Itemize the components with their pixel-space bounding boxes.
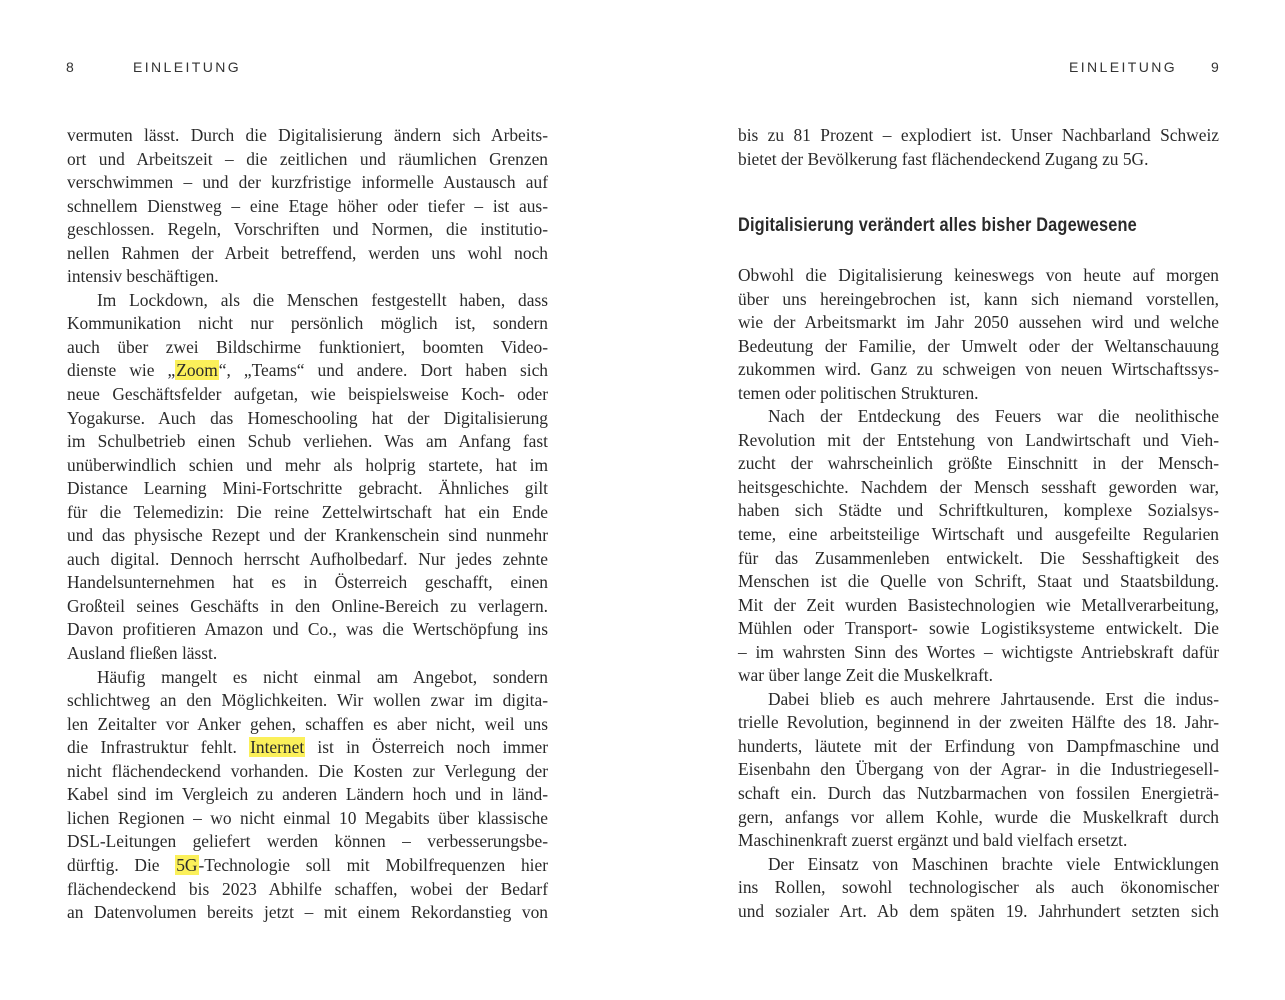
text-line: DSL-Leitungen geliefert werden können – verbesserungsbe- bbox=[67, 831, 548, 852]
highlighted-word: Internet bbox=[250, 737, 305, 758]
text-line: haben sich Städte und Schriftkulturen, komplexe Sozialsys- bbox=[738, 500, 1219, 521]
text-line: zukommen wird. Ganz zu schweigen von neuen Wirtschaftssys- bbox=[738, 359, 1219, 380]
text-line: Nach der Entdeckung des Feuers war die neolithische bbox=[768, 406, 1219, 427]
text-line: verschwimmen – und der kurzfristige informelle Austausch auf bbox=[67, 172, 548, 193]
text-line: und das physische Rezept und der Krankenschein sind nunmehr bbox=[67, 525, 548, 546]
page-number: 9 bbox=[1211, 59, 1222, 75]
text-line: wie der Arbeitsmarkt im Jahr 2050 aussehen wird und welche bbox=[738, 312, 1219, 333]
text-line: Mühlen oder Transport- sowie Logistiksysteme entwickelt. Die bbox=[738, 618, 1219, 639]
text-line: hunderts, läutete mit der Erfindung von Dampfmaschine und bbox=[738, 735, 1219, 756]
text-line: schlichtweg an den Möglichkeiten. Wir wollen zwar im digita- bbox=[67, 690, 548, 711]
text-line: und sozialer Art. Ab dem späten 19. Jahrhundert setzten sich bbox=[738, 900, 1219, 921]
running-head: EINLEITUNG bbox=[1069, 59, 1178, 75]
highlighted-word: Zoom bbox=[176, 360, 218, 381]
text-line: schnellem Dienstweg – eine Etage höher oder tiefer – ist aus- bbox=[67, 195, 548, 216]
page-number: 8 bbox=[66, 59, 77, 75]
text-line: die Infrastruktur fehlt. Internet ist in Österreich noch immer bbox=[67, 737, 548, 758]
text-line: neue Geschäftsfelder aufgetan, wie beispielsweise Koch- oder bbox=[67, 384, 548, 405]
body-text bbox=[738, 264, 1219, 923]
text-line: ins Rollen, sowohl technologischer als auch ökonomischer bbox=[738, 877, 1219, 898]
text-line: – im wahrsten Sinn des Wortes – wichtigste Antriebskraft dafür bbox=[738, 641, 1219, 662]
text-line: Revolution mit der Entstehung von Landwirtschaft und Vieh- bbox=[738, 429, 1219, 450]
text-line: Davon profitieren Amazon und Co., was die Wertschöpfung ins bbox=[67, 619, 548, 640]
section-heading: Digitalisierung verändert alles bisher Dagewesene bbox=[738, 215, 1137, 236]
text-line: dienste wie „Zoom“, „Teams“ und andere. Dort haben sich bbox=[67, 360, 548, 381]
text-line: Großteil seines Geschäfts in den Online-Bereich zu verlagern. bbox=[67, 595, 548, 616]
text-line: Maschinenkraft zuerst ergänzt und bald vielfach ersetzt. bbox=[738, 830, 1128, 851]
text-line: dürftig. Die 5G-Technologie soll mit Mobilfrequenzen hier bbox=[67, 854, 548, 875]
text-line: bis zu 81 Prozent – explodiert ist. Unser Nachbarland Schweiz bbox=[738, 125, 1219, 145]
text-line: Kommunikation nicht nur persönlich möglich ist, sondern bbox=[67, 313, 548, 334]
text-line: len Zeitalter vor Anker gehen, schaffen es aber nicht, weil uns bbox=[67, 713, 548, 734]
right-page bbox=[645, 0, 1285, 1000]
text-line: nicht flächendeckend vorhanden. Die Kosten zur Verlegung der bbox=[67, 760, 548, 781]
text-line: für das Zusammenleben entwickelt. Die Sesshaftigkeit des bbox=[738, 547, 1219, 568]
text-line: Distance Learning Mini-Fortschritte gebracht. Ähnliches gilt bbox=[67, 478, 548, 499]
text-line: Ausland fließen lässt. bbox=[67, 643, 218, 664]
text-line: unüberwindlich schien und mehr als holprig startete, hat im bbox=[67, 454, 548, 475]
text-line: Der Einsatz von Maschinen brachte viele Entwicklungen bbox=[768, 853, 1219, 874]
highlighted-word: 5G bbox=[176, 854, 198, 875]
text-line: über uns hereingebrochen ist, kann sich niemand vorstellen, bbox=[738, 288, 1219, 309]
text-line: Häufig mangelt es nicht einmal am Angebot, sondern bbox=[97, 666, 548, 687]
text-line: heitsgeschichte. Nachdem der Mensch sesshaft geworden war, bbox=[738, 476, 1219, 497]
text-line: lichen Regionen – wo nicht einmal 10 Megabits über klassische bbox=[67, 807, 548, 828]
text-line: auch digital. Dennoch herrscht Aufholbedarf. Nur jedes zehnte bbox=[67, 548, 548, 569]
text-line: intensiv beschäftigen. bbox=[67, 266, 219, 287]
text-line: für die Telemedizin: Die reine Zettelwirtschaft hat ein Ende bbox=[67, 501, 548, 522]
text-line: nellen Rahmen der Arbeit betreffend, werden uns wohl noch bbox=[67, 242, 548, 263]
text-line: zucht der wahrscheinlich größte Einschnitt in der Mensch- bbox=[738, 453, 1219, 474]
text-line: Kabel sind im Vergleich zu anderen Ländern hoch und in länd- bbox=[67, 784, 548, 805]
text-line: war über lange Zeit die Muskelkraft. bbox=[738, 665, 993, 686]
text-line: Yogakurse. Auch das Homeschooling hat der Digitalisierung bbox=[67, 407, 548, 428]
text-line: Menschen ist die Quelle von Schrift, Staat und Staatsbildung. bbox=[738, 571, 1219, 592]
text-line: Eisenbahn den Übergang von der Agrar- in die Industriegesell- bbox=[738, 759, 1219, 780]
text-line: teme, eine arbeitsteilige Wirtschaft und ausgefeilte Regularien bbox=[738, 524, 1219, 545]
text-line: im Schulbetrieb einen Schub verliehen. Was am Anfang fast bbox=[67, 431, 548, 452]
text-line: Obwohl die Digitalisierung keineswegs von heute auf morgen bbox=[738, 265, 1219, 285]
text-line: Im Lockdown, als die Menschen festgestellt haben, dass bbox=[97, 289, 548, 310]
text-line: Handelsunternehmen hat es in Österreich geschafft, einen bbox=[67, 572, 548, 593]
text-line: temen oder politischen Strukturen. bbox=[738, 382, 979, 403]
text-line: ort und Arbeitszeit – die zeitlichen und räumlichen Grenzen bbox=[67, 148, 548, 169]
text-line: Mit der Zeit wurden Basistechnologien wie Metallverarbeitung, bbox=[738, 594, 1219, 615]
body-text-continued bbox=[738, 124, 1219, 171]
text-line: trielle Revolution, beginnend in der zweiten Hälfte des 18. Jahr- bbox=[738, 712, 1219, 733]
text-line: Bedeutung der Familie, der Umwelt oder der Weltanschauung bbox=[738, 335, 1219, 356]
left-page bbox=[0, 0, 640, 1000]
text-line: schaft ein. Durch das Nutzbarmachen von fossilen Energieträ- bbox=[738, 783, 1219, 804]
text-line: geschlossen. Regeln, Vorschriften und Normen, die institutio- bbox=[67, 219, 548, 240]
text-line: bietet der Bevölkerung fast flächendeckend Zugang zu 5G. bbox=[738, 148, 1149, 169]
body-text bbox=[67, 124, 548, 925]
text-line: an Datenvolumen bereits jetzt – mit einem Rekordanstieg von bbox=[67, 902, 548, 923]
text-line: vermuten lässt. Durch die Digitalisierung ändern sich Arbeits- bbox=[67, 125, 548, 145]
text-line: auch über zwei Bildschirme funktioniert, boomten Video- bbox=[67, 336, 548, 357]
running-head: EINLEITUNG bbox=[133, 59, 242, 75]
text-line: flächendeckend bis 2023 Abhilfe schaffen, wobei der Bedarf bbox=[67, 878, 548, 899]
text-line: Dabei blieb es auch mehrere Jahrtausende. Erst die indus- bbox=[768, 688, 1219, 709]
text-line: gern, anfangs vor allem Kohle, wurde die Muskelkraft durch bbox=[738, 806, 1219, 827]
